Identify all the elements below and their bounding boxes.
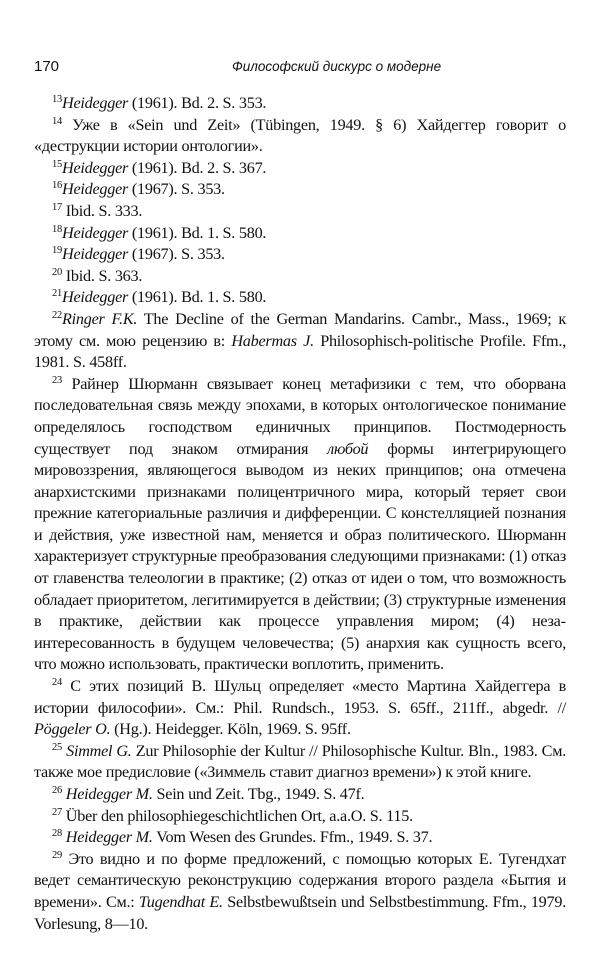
note-text: Райнер Шюрманн связывает конец метафизики с тем, что оборвана последовательная связь между эпохами, в которых онтологическое понимание определялось господством единичных принципов. Постмодерность существует под знаком отмирания — [34, 374, 566, 458]
endnote-26 — [34, 784, 566, 806]
note-text: Philosophisch-politische Profile. Ffm., 1981. S. 458ff. — [34, 331, 566, 372]
endnote-number: 19 — [52, 245, 62, 257]
note-text: (1961). Bd. 1. S. 580. — [128, 288, 267, 307]
author-name: Heidegger — [62, 245, 129, 264]
endnote-14 — [34, 115, 566, 158]
endnote-19 — [34, 244, 566, 266]
endnote-number: 15 — [52, 158, 62, 170]
note-text: формы интегрирующего мировоззрения, являющегося выводом из неких принципов; она отмечена анархистскими признаками полицентричного мира, который теряет свои прежние категориальные различия и дифференции. С констелляцией познания и действия, уже известной нам, меняется и образ политического. Шюрманн характеризует структурные преобразования следующими признаками: (1) отказ от главенства телеологии в практике; (2) отказ от идеи о том, что возможность обладает приоритетом, легитимируется в действии; (3) структурные изменения в практике, действии как процессе управления миром; (4) незаинтересованность в будущем человечества; (5) анархия как сущность всего, что можно использовать, практически воплотить, применить. — [34, 439, 567, 674]
endnote-number: 23 — [52, 374, 62, 386]
endnote-16 — [34, 179, 566, 201]
running-title: Философский дискурс о модерне — [232, 59, 442, 74]
endnote-number: 26 — [52, 785, 62, 796]
note-text: Это видно и по форме предложений, с помощью которых Е. Тугендхат ведет семантическую реконструкцию содержания второго раздела «Бытия и времени». См.: — [34, 849, 566, 911]
author-name: Heidegger M. — [65, 785, 153, 803]
endnote-number: 13 — [52, 94, 62, 105]
endnote-24 — [34, 676, 566, 741]
endnote-number: 18 — [52, 223, 62, 235]
endnote-27 — [34, 806, 566, 828]
note-text: Zur Philosophie der Kultur // Philosophische Kultur. Bln., 1983. См. также мое предисловие («Зиммель ставит диагноз времени») к этой книге. — [34, 741, 567, 782]
page-number: 170 — [34, 58, 60, 75]
author-name: Heidegger — [62, 94, 129, 112]
endnote-number: 29 — [52, 849, 62, 861]
author-name: Tugendhat E. — [138, 892, 223, 911]
author-name: Habermas J. — [231, 331, 314, 350]
note-text: (Hg.). Heidegger. Köln, 1969. S. 95ff. — [110, 720, 351, 739]
page-header — [34, 58, 566, 80]
author-name: Ringer F.K. — [62, 309, 138, 328]
endnote-18 — [34, 223, 566, 245]
note-text: Ibid. S. 363. — [62, 266, 143, 285]
author-name: Heidegger — [62, 158, 129, 177]
note-text: (1961). Bd. 1. S. 580. — [128, 223, 267, 242]
note-text: The Decline of the German Mandarins. Cambr., Mass., 1969; к этому см. мою рецензию в: — [34, 309, 566, 350]
author-name: Simmel G. — [66, 741, 132, 760]
endnote-number: 17 — [52, 201, 62, 213]
note-text: Уже в «Sein und Zeit» (Tübingen, 1949. § 6) Хайдеггер говорит о «деструкции истории онтологии». — [34, 115, 566, 156]
author-name: Heidegger M. — [65, 828, 153, 847]
endnote-number: 14 — [52, 115, 62, 127]
endnote-number: 21 — [52, 288, 62, 300]
endnotes-list — [34, 93, 566, 935]
note-text: С этих позиций В. Шульц определяет «место Мартина Хайдеггера в истории философии». См.: Phil. Rundsch., 1953. S. 65ff., 211ff., abgedr. // — [34, 677, 566, 717]
endnote-number: 25 — [52, 741, 62, 753]
author-name: Heidegger — [62, 223, 129, 242]
note-text: Über den philosophiegeschichtlichen Ort, a.a.O. S. 115. — [62, 806, 413, 825]
endnote-number: 28 — [52, 828, 62, 840]
endnote-17 — [34, 201, 566, 223]
note-text: Selbstbewußtsein und Selbstbestimmung. Ffm., 1979. Vorlesung, 8—10. — [34, 892, 566, 933]
author-name: Heidegger — [62, 180, 129, 199]
endnote-28 — [34, 827, 566, 849]
endnote-21 — [34, 287, 566, 309]
endnote-number: 22 — [52, 309, 62, 321]
endnote-number: 27 — [52, 806, 62, 818]
endnote-number: 20 — [52, 266, 62, 278]
note-text: (1961). Bd. 2. S. 353. — [128, 94, 267, 112]
note-text: Ibid. S. 333. — [62, 201, 143, 220]
author-name: любой — [327, 439, 369, 458]
endnote-13 — [34, 93, 566, 115]
endnote-25 — [34, 741, 566, 784]
note-text: (1961). Bd. 2. S. 367. — [128, 158, 267, 177]
endnote-23 — [34, 374, 566, 676]
endnote-22 — [34, 309, 566, 374]
note-text: Vom Wesen des Grundes. Ffm., 1949. S. 37. — [152, 828, 433, 847]
author-name: Heidegger — [62, 288, 129, 307]
endnote-29 — [34, 849, 566, 935]
note-text: Sein und Zeit. Tbg., 1949. S. 47f. — [152, 785, 365, 803]
note-text: (1967). S. 353. — [128, 245, 225, 264]
endnote-number: 16 — [52, 180, 62, 192]
author-name: Pöggeler O. — [34, 720, 111, 739]
endnote-15 — [34, 158, 566, 180]
endnote-20 — [34, 266, 566, 288]
note-text: (1967). S. 353. — [128, 180, 225, 199]
endnote-number: 24 — [52, 677, 62, 689]
